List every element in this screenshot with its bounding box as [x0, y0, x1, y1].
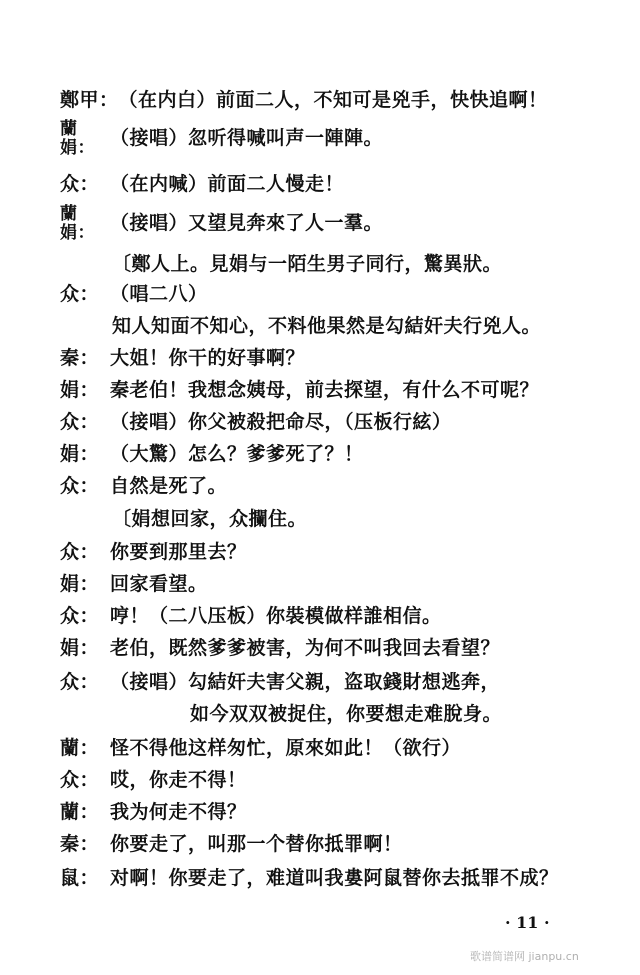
dialogue-line [60, 734, 600, 762]
line-text: 自然是死了。 [110, 475, 228, 497]
dialogue-line [60, 864, 600, 892]
dialogue-line [60, 408, 600, 436]
line-text: （接唱）忽听得喊叫声一陣陣。 [110, 127, 384, 149]
line-text: 对啊！你要走了，难道叫我婁阿鼠替你去抵罪不成？ [110, 867, 559, 889]
speaker: 众： [60, 671, 100, 693]
dialogue-line [60, 376, 600, 404]
speaker: 众： [60, 605, 100, 627]
speaker: 蘭： [60, 801, 100, 823]
line-text: 回家看望。 [110, 573, 208, 595]
line-text: 我为何走不得？ [110, 801, 247, 823]
speaker: 娟： [60, 573, 100, 595]
speaker: 众： [60, 173, 100, 195]
sung-verse: 如今双双被捉住，你要想走难脫身。 [190, 703, 503, 725]
dialogue-line [60, 538, 600, 566]
line-text: （唱二八） [110, 283, 208, 305]
line-text: 大姐！你干的好事啊？ [110, 347, 306, 369]
sung-verse: 知人知面不知心，不料他果然是勾結奸夫行兇人。 [112, 315, 542, 337]
speaker: 蘭： [60, 737, 100, 759]
dialogue-line [60, 798, 600, 826]
dialogue-line [60, 86, 600, 114]
line-text: 你要走了，叫那一个替你抵罪啊！ [110, 833, 403, 855]
speaker: 秦： [60, 833, 100, 855]
line-text: 秦老伯！我想念姨母，前去探望，有什么不可呢？ [110, 379, 540, 401]
speaker: 娟： [60, 443, 100, 465]
dialogue-line [60, 472, 600, 500]
line-text: 怪不得他这样匆忙，原來如此！（欲行） [110, 737, 462, 759]
dialogue-line [60, 344, 600, 372]
speaker: 娟： [60, 379, 100, 401]
speaker: 众： [60, 541, 100, 563]
line-text: （接唱）你父被殺把命尽，（压板行絃） [110, 411, 452, 433]
line-text: 你要到那里去？ [110, 541, 247, 563]
dialogue-line [60, 602, 600, 630]
dialogue-line [60, 205, 600, 243]
dialogue-line [60, 120, 600, 158]
dialogue-line [60, 634, 600, 662]
dialogue-line [60, 440, 600, 468]
speaker: 蘭 娟： [60, 119, 95, 158]
line-text: （在内喊）前面二人慢走！ [110, 173, 345, 195]
watermark: 歌谱简谱网 jianpu.cn [470, 950, 579, 963]
speaker: 娟： [60, 637, 100, 659]
speaker: 众： [60, 475, 100, 497]
line-text: （在内白）前面二人，不知可是兇手，快快追啊！ [118, 89, 548, 111]
line-text: 哎，你走不得！ [110, 769, 247, 791]
stage-direction: 〔鄭人上。見娟与一陌生男子同行，驚異狀。 [112, 253, 503, 275]
speaker: 蘭 娟： [60, 204, 95, 243]
speaker: 众： [60, 769, 100, 791]
line-text: 老伯，既然爹爹被害，为何不叫我回去看望？ [110, 637, 501, 659]
dialogue-line [60, 280, 600, 308]
stage-direction: 〔娟想回家，众攔住。 [112, 508, 308, 530]
line-text: （接唱）勾結奸夫害父親，盗取錢財想逃奔， [110, 671, 501, 693]
dialogue-line [60, 570, 600, 598]
speaker: 秦： [60, 347, 100, 369]
line-text: （接唱）又望見奔來了人一羣。 [110, 212, 384, 234]
dialogue-line [60, 766, 600, 794]
dialogue-line [60, 170, 600, 198]
dialogue-line [60, 830, 600, 858]
speaker: 众： [60, 411, 100, 433]
page-number: · 11 · [505, 913, 550, 932]
speaker: 众： [60, 283, 100, 305]
line-text: 哼！（二八压板）你裝模做样誰相信。 [110, 605, 442, 627]
line-text: （大驚）怎么？爹爹死了？！ [110, 443, 364, 465]
dialogue-line [60, 668, 600, 696]
speaker: 鄭甲： [60, 89, 119, 111]
speaker: 鼠： [60, 867, 100, 889]
